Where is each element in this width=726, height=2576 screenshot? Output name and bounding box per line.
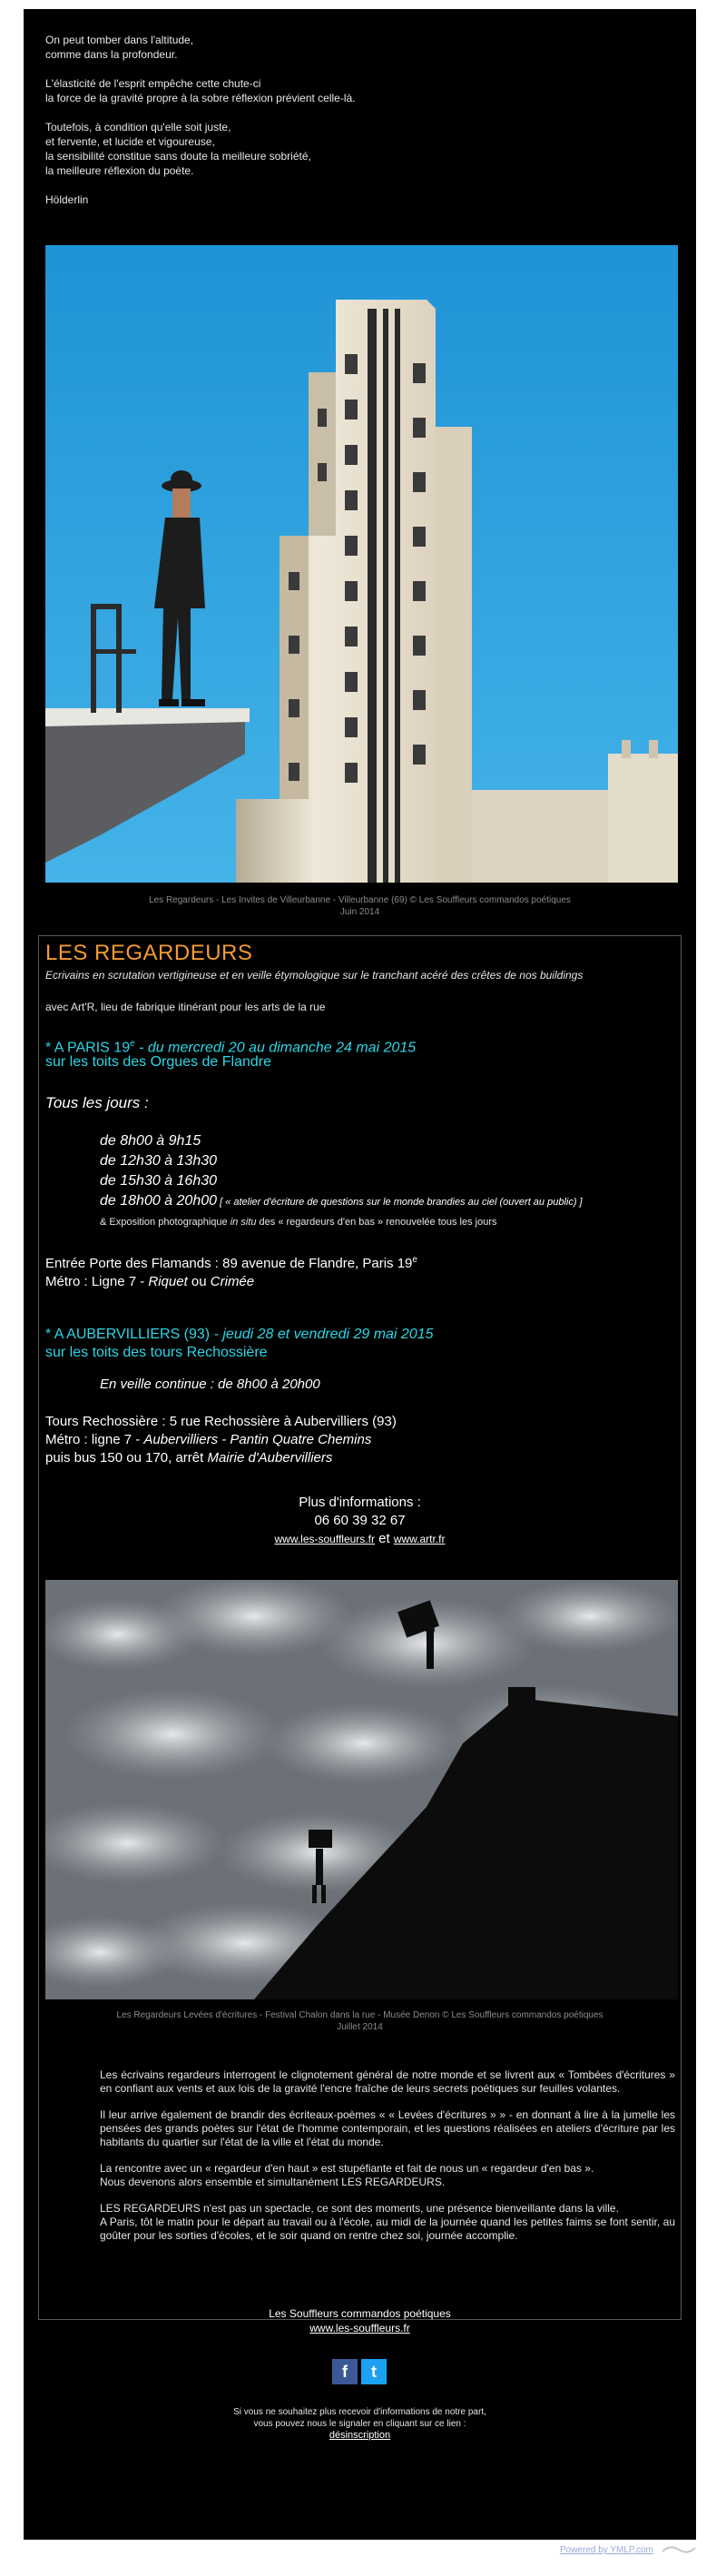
event-partner: avec Art'R, lieu de fabrique itinérant pour les arts de la rue [45,1001,326,1013]
schedule-slot [100,1191,681,1212]
phone-number: 06 60 39 32 67 [314,1513,406,1528]
unsubscribe-text: vous pouvez nous le signaler en cliquant sur ce lien : [253,2419,466,2429]
powered-by-link[interactable]: Powered by YMLP.com [559,2545,653,2555]
poem-line: Hölderlin [45,193,89,206]
poem-line: On peut tomber dans l'altitude, [45,34,194,46]
caption-text: Les Regardeurs Levées d'écritures - Festival Chalon dans la rue - Musée Denon © Les Souffleurs commandos poétiques [116,2010,603,2020]
schedule-slot: de 15h30 à 16h30 [100,1173,218,1189]
aubervilliers-location: sur les toits des tours Rechossière [45,1345,268,1360]
description-sentence: La rencontre avec un « regardeur d'en haut » est stupéfiante et fait de nous un « regardeur d'en bas ». [100,2162,594,2175]
photo1-caption [24,894,696,918]
schedule-slot: de 12h30 à 13h30 [100,1153,218,1169]
paris-date-range: - du mercredi 20 au dimanche 24 mai 2015 [134,1040,417,1056]
poem-author [45,192,681,207]
photo-cloudy-rooftop [45,1580,678,1999]
link-artr[interactable]: www.artr.fr [393,1533,446,1545]
aub-date-range: - jeudi 28 et vendredi 29 mai 2015 [210,1327,434,1342]
ordinal-sup: e [130,1039,135,1049]
aub-address-line: Tours Rechossière : 5 rue Rechossière à Aubervilliers (93) [45,1414,397,1429]
exhibition-note [100,1217,497,1228]
photo-building-rooftop [45,245,678,883]
more-info-title: Plus d'informations : [299,1495,421,1510]
description-sentence: Nous devenons alors ensemble et simultanément LES REGARDEURS. [100,2176,446,2188]
caption-date: Juillet 2014 [337,2022,383,2032]
unsubscribe-notice [24,2406,696,2442]
metro-text: Métro : Ligne 7 - [45,1274,149,1289]
metro-station: Crimée [210,1274,255,1289]
schedule-list [100,1131,681,1212]
address-text: Entrée Porte des Flamands : 89 avenue de Flandre, Paris 19 [45,1256,413,1271]
poem-stanza-2 [45,76,681,105]
poem-stanza-1 [45,33,681,62]
poem-line: comme dans la profondeur. [45,48,178,61]
logo-icon [661,2542,697,2557]
footer-website-link[interactable]: www.les-souffleurs.fr [309,2322,410,2334]
daily-heading: Tous les jours : [45,1094,149,1111]
social-links [332,2359,390,2386]
footer-organization: Les Souffleurs commandos poétiques [269,2307,451,2320]
description-paragraph: Il leur arrive également de brandir des écriteaux-poèmes « « Levées d'écritures » » - en donnant à lire à la jumelle les pensées des grands poètes sur l'état de l'homme contemporain, et les questions réalisées en ateliers d'écriture par les habitants du quartier sur l'état de la ville et l'état du monde. [100,2108,675,2148]
aubervilliers-dates [45,1326,434,1344]
description-sentence: A Paris, tôt le matin pour le départ au travail ou à l'école, au midi de la journée quand les petites faims se font sentir, au goûter pour les sorties d'écoles, et le soir quand on rentre chez soi, journée accomplie. [100,2216,675,2242]
ordinal-sup: e [412,1255,417,1265]
caption-date: Juin 2014 [339,907,380,917]
schedule-slot: de 8h00 à 9h15 [100,1133,201,1149]
unsubscribe-link[interactable]: désinscription [329,2430,391,2441]
paris-label: * A PARIS 19 [45,1040,131,1056]
bus-stop: Mairie d'Aubervilliers [207,1450,333,1466]
paris-location: sur les toits des Orgues de Flandre [45,1054,272,1070]
link-les-souffleurs[interactable]: www.les-souffleurs.fr [274,1533,375,1545]
photo2-caption [24,2009,696,2033]
poem-line: Toutefois, à condition qu'elle soit juste, [45,121,231,133]
poem-line: et fervente, et lucide et vigoureuse, [45,135,215,148]
more-info [24,1494,696,1548]
photo-illustration [45,1580,678,1999]
aub-bus-line [45,1449,397,1467]
facebook-icon[interactable]: f [332,2359,358,2384]
footer [24,2306,696,2335]
poem-line: L'élasticité de l'esprit empêche cette chute-ci [45,77,261,90]
description-paragraph [100,2162,675,2189]
poem-line: la sensibilité constitue sans doute la meilleure sobriété, [45,150,311,163]
poem-stanza-3 [45,120,681,178]
poem-line: la meilleure réflexion du poète. [45,164,194,177]
expo-text: & Exposition photographique [100,1217,231,1228]
aub-metro-line [45,1431,397,1449]
metro-text: Métro : ligne 7 - [45,1432,144,1447]
schedule-time: de 18h00 à 20h00 [100,1193,218,1209]
aubervilliers-address [45,1413,397,1467]
metro-station: Riquet [148,1274,188,1289]
info-links [24,1530,696,1548]
metro-station: Aubervilliers - Pantin Quatre Chemins [143,1432,372,1447]
aub-label: * A AUBERVILLIERS (93) [45,1327,211,1342]
link-separator: et [374,1531,394,1546]
ymlp-logo [661,2542,697,2557]
metro-text: ou [187,1274,211,1289]
paris-metro-line [45,1273,417,1291]
expo-in-situ: in situ [230,1217,257,1228]
expo-text: des « regardeurs d'en bas » renouvelée tous les jours [256,1217,497,1228]
caption-text: Les Regardeurs - Les Invites de Villeurbanne - Villeurbanne (69) © Les Souffleurs commandos poétiques [149,895,571,905]
newsletter-container [24,9,696,2540]
paris-address-line [45,1251,417,1273]
poem [45,33,681,222]
event-subtitle: Ecrivains en scrutation vertigineuse et en veille étymologique sur le tranchant acéré des crêtes de nos buildings [45,969,584,982]
description-sentence: LES REGARDEURS n'est pas un spectacle, ce sont des moments, une présence bienveillante dans la ville. [100,2202,619,2215]
description-paragraph: Les écrivains regardeurs interrogent le clignotement général de notre monde et se livrent aux « Tombées d'écritures » en confiant aux vents et aux lois de la gravité l'encre fraîche de leurs secrets poétiques sur feuilles volantes. [100,2068,675,2095]
poem-line: la force de la gravité propre à la sobre réflexion prévient celle-là. [45,92,356,104]
event-title: LES REGARDEURS [45,941,253,965]
twitter-icon[interactable]: t [361,2359,387,2384]
bus-text: puis bus 150 ou 170, arrêt [45,1450,208,1466]
atelier-note: [ « atelier d'écriture de questions sur le monde brandies au ciel (ouvert au public) ] [217,1197,583,1208]
description-paragraph [100,2202,675,2243]
continuous-watch: En veille continue : de 8h00 à 20h00 [100,1377,320,1392]
paris-address [45,1251,417,1291]
event-description [100,2068,675,2255]
unsubscribe-text: Si vous ne souhaitez plus recevoir d'informations de notre part, [233,2407,486,2417]
photo-illustration [45,245,678,883]
